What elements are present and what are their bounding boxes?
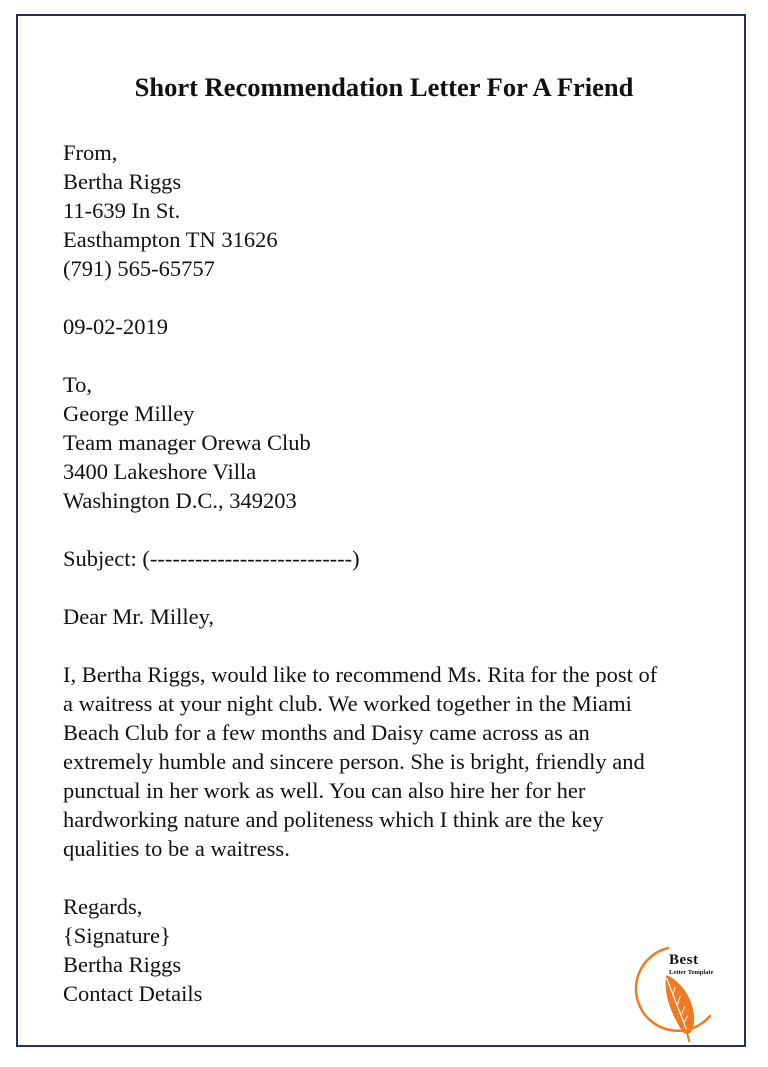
letter-date: 09-02-2019: [63, 314, 168, 339]
closing-name: Bertha Riggs: [63, 952, 182, 977]
body-line: Beach Club for a few months and Daisy came across as an: [63, 720, 590, 745]
body-line: hardworking nature and politeness which I think are the key: [63, 807, 604, 832]
sender-city: Easthampton TN 31626: [63, 227, 278, 252]
subject-line: Subject: (---------------------------): [63, 546, 360, 571]
recipient-name: George Milley: [63, 401, 195, 426]
spacer: [63, 863, 723, 892]
body-paragraph: [63, 660, 723, 863]
recipient-city: Washington D.C., 349203: [63, 488, 297, 513]
logo-subtitle: Letter Template: [669, 969, 714, 976]
body-line: a waitress at your night club. We worked together in the Miami: [63, 691, 632, 716]
to-label: To,: [63, 372, 93, 397]
letter-title: Short Recommendation Letter For A Friend: [134, 72, 634, 102]
letter-body: [63, 138, 723, 1008]
salutation: Dear Mr. Milley,: [63, 604, 215, 629]
body-line: I, Bertha Riggs, would like to recommend Ms. Rita for the post of: [63, 662, 658, 687]
body-line: qualities to be a waitress.: [63, 836, 290, 861]
signature-placeholder: {Signature}: [63, 923, 171, 948]
spacer: [63, 573, 723, 602]
contact-details: Contact Details: [63, 981, 203, 1006]
sender-phone: (791) 565-65757: [63, 256, 215, 281]
recipient-position: Team manager Orewa Club: [63, 430, 311, 455]
recipient-street: 3400 Lakeshore Villa: [63, 459, 257, 484]
sender-street: 11-639 In St.: [63, 198, 181, 223]
sender-name: Bertha Riggs: [63, 169, 182, 194]
spacer: [63, 283, 723, 312]
body-line: punctual in her work as well. You can also hire her for her: [63, 778, 586, 803]
spacer: [63, 515, 723, 544]
spacer: [63, 341, 723, 370]
from-label: From,: [63, 140, 118, 165]
logo-word: Best: [669, 952, 699, 968]
closing-regards: Regards,: [63, 894, 143, 919]
body-line: extremely humble and sincere person. She is bright, friendly and: [63, 749, 645, 774]
spacer: [63, 631, 723, 660]
